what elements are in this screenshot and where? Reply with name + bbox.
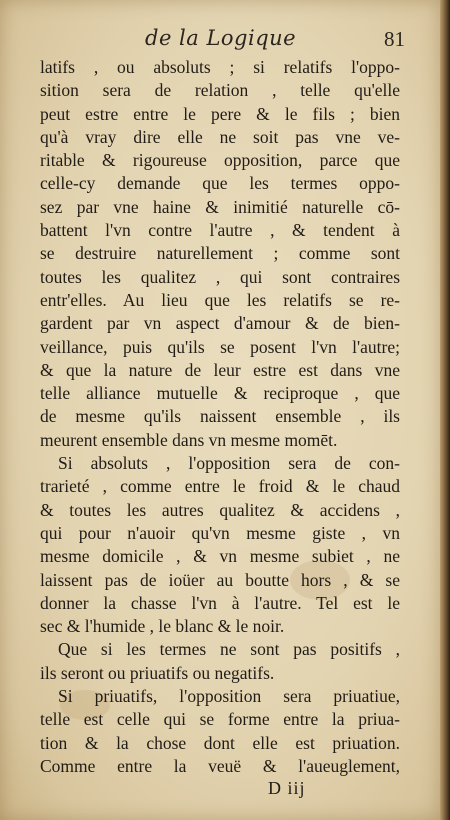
text-line: meurent ensemble dans vn mesme momēt. bbox=[40, 429, 338, 450]
text-line: sez par vne haine & inimitié naturelle cō- bbox=[40, 196, 400, 217]
text-line: sec & l'humide , le blanc & le noir. bbox=[40, 616, 285, 637]
text-line: ils seront ou priuatifs ou negatifs. bbox=[40, 662, 275, 683]
running-head bbox=[40, 26, 405, 54]
text-line: & toutes les autres qualitez & accidens , bbox=[40, 499, 400, 520]
text-line: qu'à vray dire elle ne soit pas vne ve- bbox=[40, 126, 400, 147]
text-line: Si absoluts , l'opposition sera de con- bbox=[58, 453, 400, 474]
text-line: qui pour n'auoir qu'vn mesme giste , vn bbox=[40, 522, 400, 543]
signature-mark: D iij bbox=[268, 778, 306, 798]
text-line: Que si les termes ne sont pas positifs , bbox=[58, 639, 400, 660]
text-line: veillance, puis qu'ils se posent l'vn l'autre; bbox=[40, 336, 400, 357]
text-line: de mesme qu'ils naissent ensemble , ils bbox=[40, 406, 400, 427]
text-line: battent l'vn contre l'autre , & tendent à bbox=[40, 220, 400, 241]
text-line: peut estre entre le pere & le fils ; bien bbox=[40, 103, 400, 124]
text-line: laissent pas de ioüer au boutte hors , & se bbox=[40, 569, 400, 590]
body-text bbox=[40, 56, 400, 778]
text-line: celle-cy demande que les termes oppo- bbox=[40, 173, 400, 194]
text-line: mesme domicile , & vn mesme subiet , ne bbox=[40, 546, 400, 567]
text-line: sition sera de relation , telle qu'elle bbox=[40, 80, 400, 101]
text-line: telle est celle qui se forme entre la priua- bbox=[40, 709, 400, 730]
text-line: donner la chasse l'vn à l'autre. Tel est le bbox=[40, 592, 400, 613]
text-line: Si priuatifs, l'opposition sera priuatiue, bbox=[58, 686, 400, 707]
running-head-title: de la Logique bbox=[145, 26, 297, 50]
text-line: toutes les qualitez , qui sont contraires bbox=[40, 266, 400, 287]
page-edge bbox=[440, 0, 450, 820]
text-line: gardent par vn aspect d'amour & de bien- bbox=[40, 313, 400, 334]
text-line: ritable & rigoureuse opposition, parce que bbox=[40, 150, 400, 171]
text-line: trarieté , comme entre le froid & le chaud bbox=[40, 476, 400, 497]
text-line: entr'elles. Au lieu que les relatifs se re- bbox=[40, 289, 400, 310]
page-number: 81 bbox=[384, 27, 405, 51]
text-line: & que la nature de leur estre est dans vne bbox=[40, 359, 400, 380]
text-line: se destruire naturellement ; comme sont bbox=[40, 243, 400, 264]
text-line: Comme entre la veuë & l'aueuglement, bbox=[40, 755, 400, 776]
text-line: telle alliance mutuelle & reciproque , que bbox=[40, 383, 400, 404]
text-line: latifs , ou absoluts ; si relatifs l'oppo- bbox=[40, 57, 400, 77]
text-line: tion & la chose dont elle est priuation. bbox=[40, 732, 400, 753]
